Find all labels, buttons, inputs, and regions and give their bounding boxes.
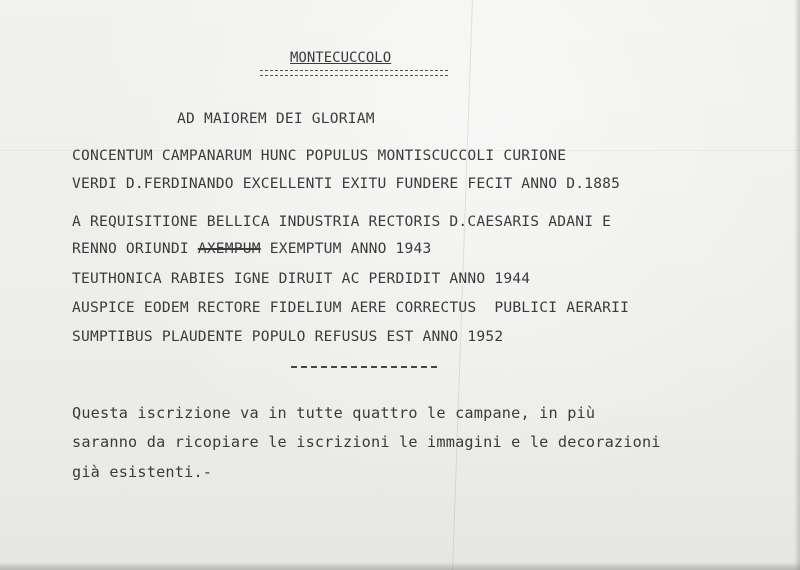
latin-line-4 <box>72 240 432 257</box>
latin-line-4-end: EXEMPTUM ANNO 1943 <box>269 240 432 257</box>
note-line-1: Questa iscrizione va in tutte quattro le campane, in più <box>72 404 596 422</box>
latin-line-6: AUSPICE EODEM RECTORE FIDELIUM AERE CORRECTUS PUBLICI AERARII <box>72 299 630 316</box>
note-line-2: saranno da ricopiare le iscrizioni le immagini e le decorazioni <box>72 433 661 451</box>
latin-line-1: CONCENTUM CAMPANARUM HUNC POPULUS MONTISCUCCOLI CURIONE <box>72 147 567 164</box>
title-double-rule <box>260 70 448 76</box>
latin-line-2: VERDI D.FERDINANDO EXCELLENTI EXITU FUNDERE FECIT ANNO D.1885 <box>72 175 621 192</box>
note-line-3: già esistenti.- <box>72 463 213 481</box>
invocation-line: AD MAIOREM DEI GLORIAM <box>177 110 375 127</box>
latin-line-3: A REQUISITIONE BELLICA INDUSTRIA RECTORIS D.CAESARIS ADANI E <box>72 213 612 230</box>
latin-line-7: SUMPTIBUS PLAUDENTE POPULO REFUSUS EST ANNO 1952 <box>72 328 504 345</box>
paper-right-edge <box>794 0 800 570</box>
latin-line-5: TEUTHONICA RABIES IGNE DIRUIT AC PERDIDIT ANNO 1944 <box>72 270 531 287</box>
struck-word: AXEMPUM <box>197 240 261 257</box>
section-divider <box>291 366 437 368</box>
document-title: MONTECUCCOLO <box>290 50 392 66</box>
latin-line-4-start: RENNO ORIUNDI <box>72 240 189 257</box>
paper-bottom-edge <box>0 562 800 570</box>
